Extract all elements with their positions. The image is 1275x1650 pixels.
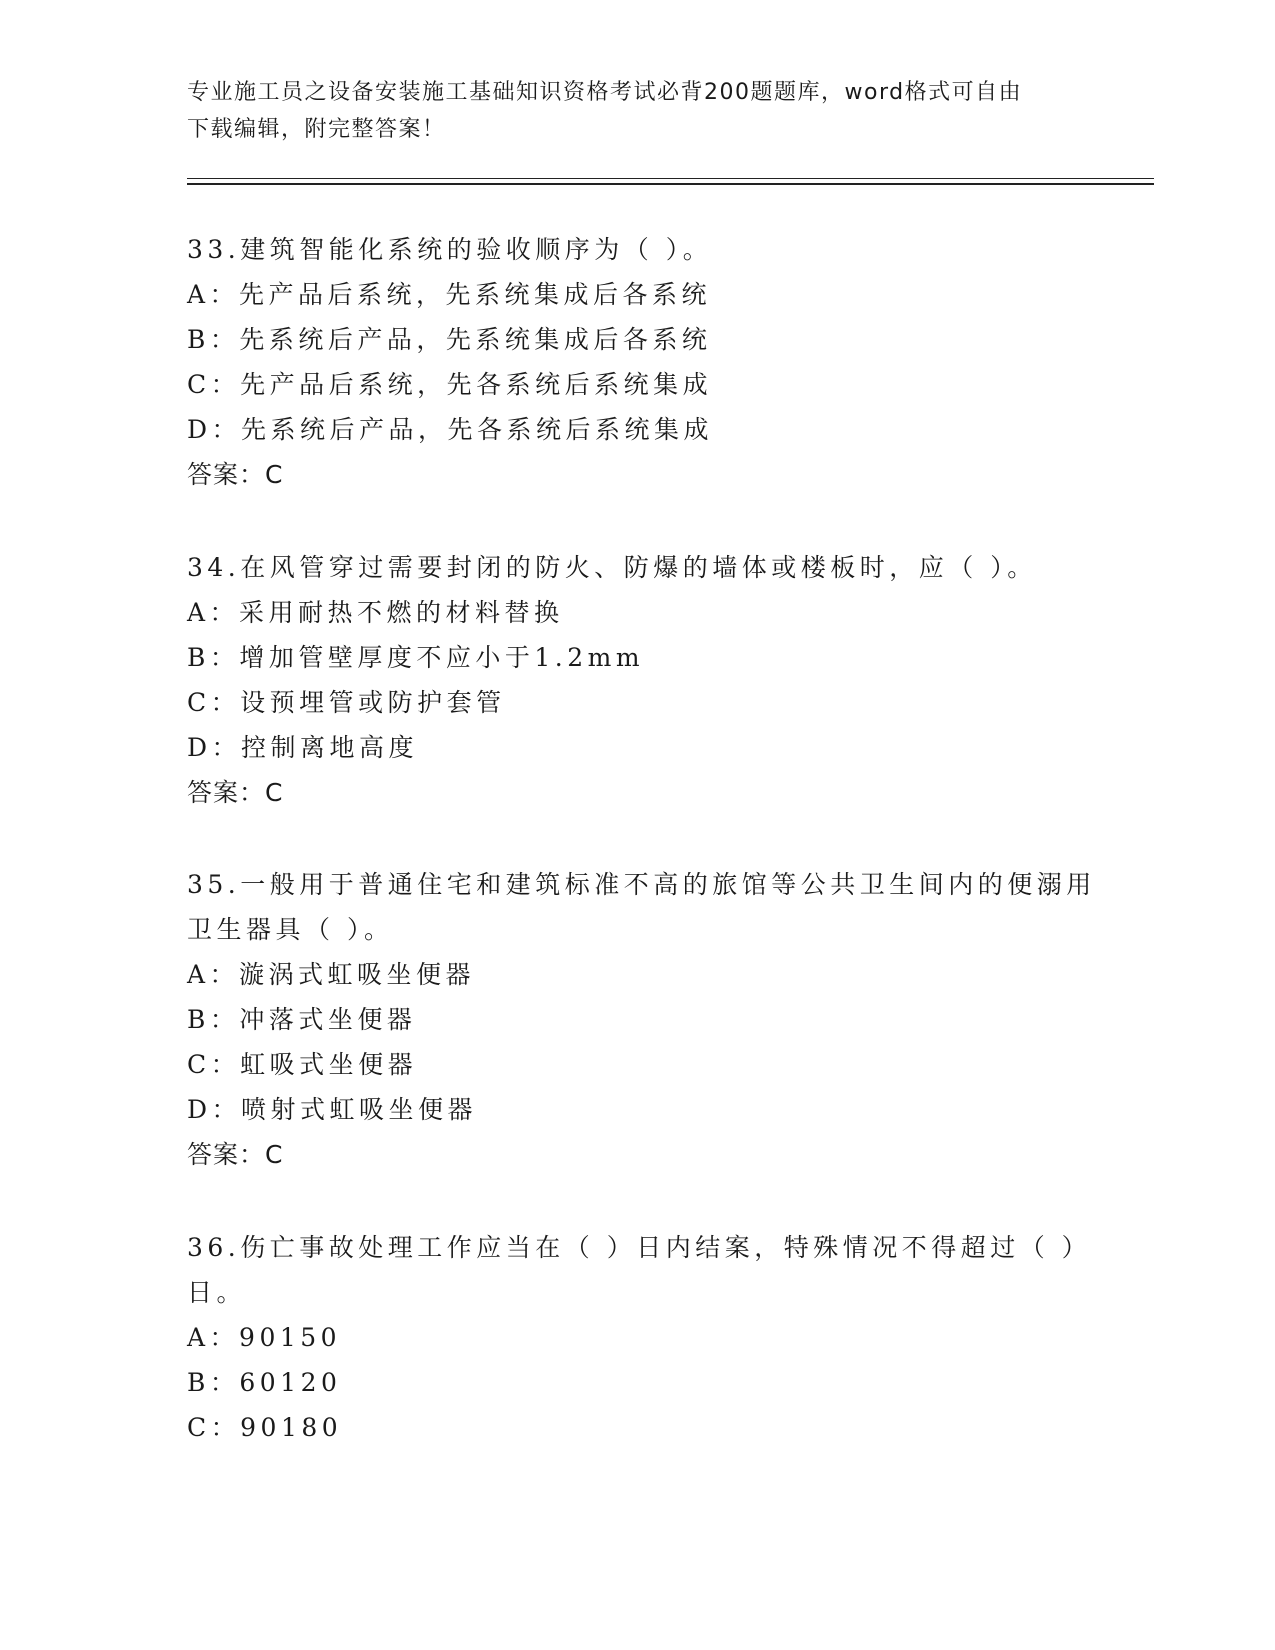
question-34-stem: 34.在风管穿过需要封闭的防火、防爆的墙体或楼板时，应（ ）。 [187, 553, 1037, 582]
question-36-stem-line-1: 36.伤亡事故处理工作应当在（ ）日内结案，特殊情况不得超过（ ） [187, 1233, 1092, 1262]
question-36-option-b: B：60120 [187, 1368, 342, 1397]
document-header [187, 74, 1067, 148]
question-35-stem-line-1: 35.一般用于普通住宅和建筑标准不高的旅馆等公共卫生间内的便溺用 [187, 870, 1096, 899]
question-33-stem: 33.建筑智能化系统的验收顺序为（ ）。 [187, 235, 713, 264]
question-34-option-d: D：控制离地高度 [187, 733, 419, 762]
question-33-option-b: B：先系统后产品，先系统集成后各系统 [187, 325, 712, 354]
header-line-2: 下载编辑，附完整答案！ [187, 117, 446, 142]
question-33-option-a: A：先产品后系统，先系统集成后各系统 [187, 280, 712, 309]
question-36-stem-line-2: 日。 [187, 1278, 247, 1307]
question-35-option-c: C：虹吸式坐便器 [187, 1050, 418, 1079]
question-35-option-a: A：漩涡式虹吸坐便器 [187, 960, 476, 989]
header-line-1: 专业施工员之设备安装施工基础知识资格考试必背200题题库，word格式可自由 [187, 80, 1023, 105]
question-35-option-b: B：冲落式坐便器 [187, 1005, 417, 1034]
question-34-option-b: B：增加管壁厚度不应小于1.2mm [187, 643, 645, 672]
question-33-option-d: D：先系统后产品，先各系统后系统集成 [187, 415, 714, 444]
question-35-option-d: D：喷射式虹吸坐便器 [187, 1095, 478, 1124]
question-36-option-a: A：90150 [187, 1323, 342, 1352]
question-34-answer: 答案：C [187, 778, 284, 807]
question-36-option-c: C：90180 [187, 1413, 343, 1442]
question-35-answer: 答案：C [187, 1140, 284, 1169]
question-33-option-c: C：先产品后系统，先各系统后系统集成 [187, 370, 713, 399]
question-34-option-a: A：采用耐热不燃的材料替换 [187, 598, 564, 627]
header-divider-top [187, 178, 1154, 179]
question-35-stem-line-2: 卫生器具（ ）。 [187, 915, 394, 944]
header-divider-bottom [187, 183, 1154, 185]
question-33-answer: 答案：C [187, 460, 284, 489]
question-34-option-c: C：设预埋管或防护套管 [187, 688, 506, 717]
